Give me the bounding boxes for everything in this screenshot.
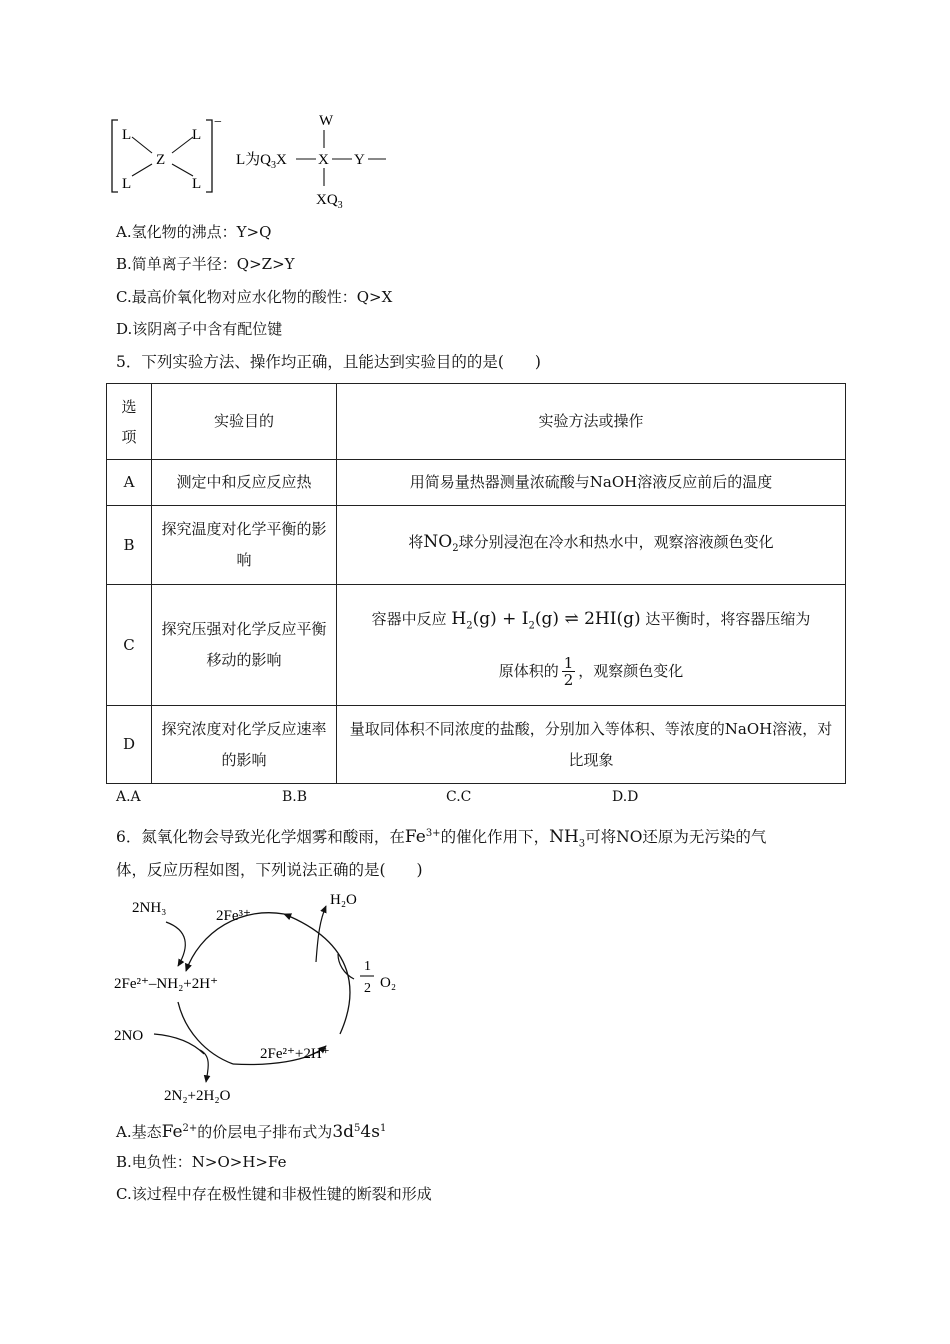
q6-stem-line1: 6．氮氧化物会导致光化学烟雾和酸雨，在$Fe^{3+}$的催化作用下，$NH_3$可将NO还原为无污染的气 [116, 827, 767, 850]
no-inflow-arrow [154, 1034, 204, 1054]
center-atom-label: Z [156, 152, 166, 168]
charge-label: − [214, 115, 222, 130]
equation-line: 容器中反应 $H_2(g) + I_2(g)$ ⇌ 2HI(g) 达平衡时，将容器压缩为 [371, 609, 811, 632]
no-label: 2NO [114, 1028, 144, 1044]
ligand-definition: L为$Q_3X$ [236, 152, 287, 171]
q4-option-b: B.简单离子半径：Q>Z>Y [116, 255, 295, 273]
q5-options [116, 786, 638, 808]
fraction-line: 原体积的 $\frac{1}{2}$ ，观察颜色变化 [498, 654, 684, 690]
ligand-label: L [192, 176, 202, 192]
row-option: D [107, 706, 152, 784]
nh3-label: 2NH₃ [132, 900, 167, 916]
complex-label: 2Fe²⁺–NH₂+2H⁺ [114, 976, 219, 992]
cycle-arc-right [284, 914, 350, 1034]
row-method [337, 585, 846, 706]
header-goal: 实验目的 [152, 384, 337, 460]
nh3-inflow-arrow [166, 922, 185, 966]
header-method: 实验方法或操作 [337, 384, 846, 460]
row-option: C [107, 585, 152, 706]
right-bracket [206, 120, 212, 192]
q4-option-d: D.该阴离子中含有配位键 [116, 320, 283, 338]
fe2-label: 2Fe²⁺+2H⁺ [260, 1046, 330, 1062]
row-option: B [107, 506, 152, 585]
header-option: 选项 [107, 384, 152, 460]
anion-structure-figure [108, 108, 408, 212]
row-goal: 测定中和反应反应热 [152, 460, 337, 506]
row-method: 将$NO_2$球分别浸泡在冷水和热水中，观察溶液颜色变化 [337, 506, 846, 585]
products-label: 2N₂+2H₂O [164, 1088, 231, 1104]
table-row [107, 706, 846, 784]
products-outflow-arrow [200, 1050, 208, 1082]
q4-option-c: C.最高价氧化物对应水化物的酸性：Q>X [116, 288, 393, 306]
table-row [107, 460, 846, 506]
xq3-label: $XQ_3$ [316, 192, 343, 211]
reaction-cycle-diagram [108, 884, 428, 1112]
ligand-label: L [192, 127, 202, 143]
q5-option-d: D.D [612, 789, 639, 805]
left-bracket [112, 120, 118, 192]
table-header-row [107, 384, 846, 460]
q5-stem: 5．下列实验方法、操作均正确，且能达到实验目的的是( ) [116, 353, 541, 371]
q5-option-b: B.B [282, 789, 308, 805]
h2o-outflow-arrow [316, 906, 326, 962]
q6-option-a: A.基态$Fe^{2+}$的价层电子排布式为$3d^54s^1$ [116, 1122, 387, 1142]
row-goal: 探究浓度对化学反应速率的影响 [152, 706, 337, 784]
row-method: 量取同体积不同浓度的盐酸，分别加入等体积、等浓度的NaOH溶液，对比现象 [337, 706, 846, 784]
table-row [107, 585, 846, 706]
q6-stem-line2: 体，反应历程如图，下列说法正确的是( ) [116, 861, 423, 879]
o2-label: O₂ [380, 975, 397, 991]
half-denominator: 2 [364, 981, 371, 996]
row-goal: 探究压强对化学反应平衡移动的影响 [152, 585, 337, 706]
row-method: 用简易量热器测量浓硫酸与NaOH溶液反应前后的温度 [337, 460, 846, 506]
ligand-label: L [122, 176, 132, 192]
table-row [107, 506, 846, 585]
ligand-label: L [122, 127, 132, 143]
experiment-table [106, 383, 846, 784]
equilibrium-arrow-icon: ⇌ [564, 609, 579, 630]
w-label: W [319, 113, 334, 129]
q6-option-c: C.该过程中存在极性键和非极性键的断裂和形成 [116, 1185, 432, 1203]
q6-option-b: B.电负性：N>O>H>Fe [116, 1153, 287, 1171]
y-label: Y [354, 152, 365, 168]
row-option: A [107, 460, 152, 506]
q5-option-a: A.A [116, 789, 141, 805]
fraction: $\frac{1}{2}$ [563, 654, 574, 690]
fe3-label: 2Fe³⁺ [216, 908, 251, 924]
half-numerator: 1 [364, 959, 371, 974]
q4-option-a: A.氢化物的沸点：Y>Q [116, 223, 272, 241]
h2o-label: H₂O [330, 892, 357, 908]
central-x-label: X [318, 152, 329, 168]
row-goal: 探究温度对化学平衡的影响 [152, 506, 337, 585]
q5-option-c: C.C [446, 789, 472, 805]
